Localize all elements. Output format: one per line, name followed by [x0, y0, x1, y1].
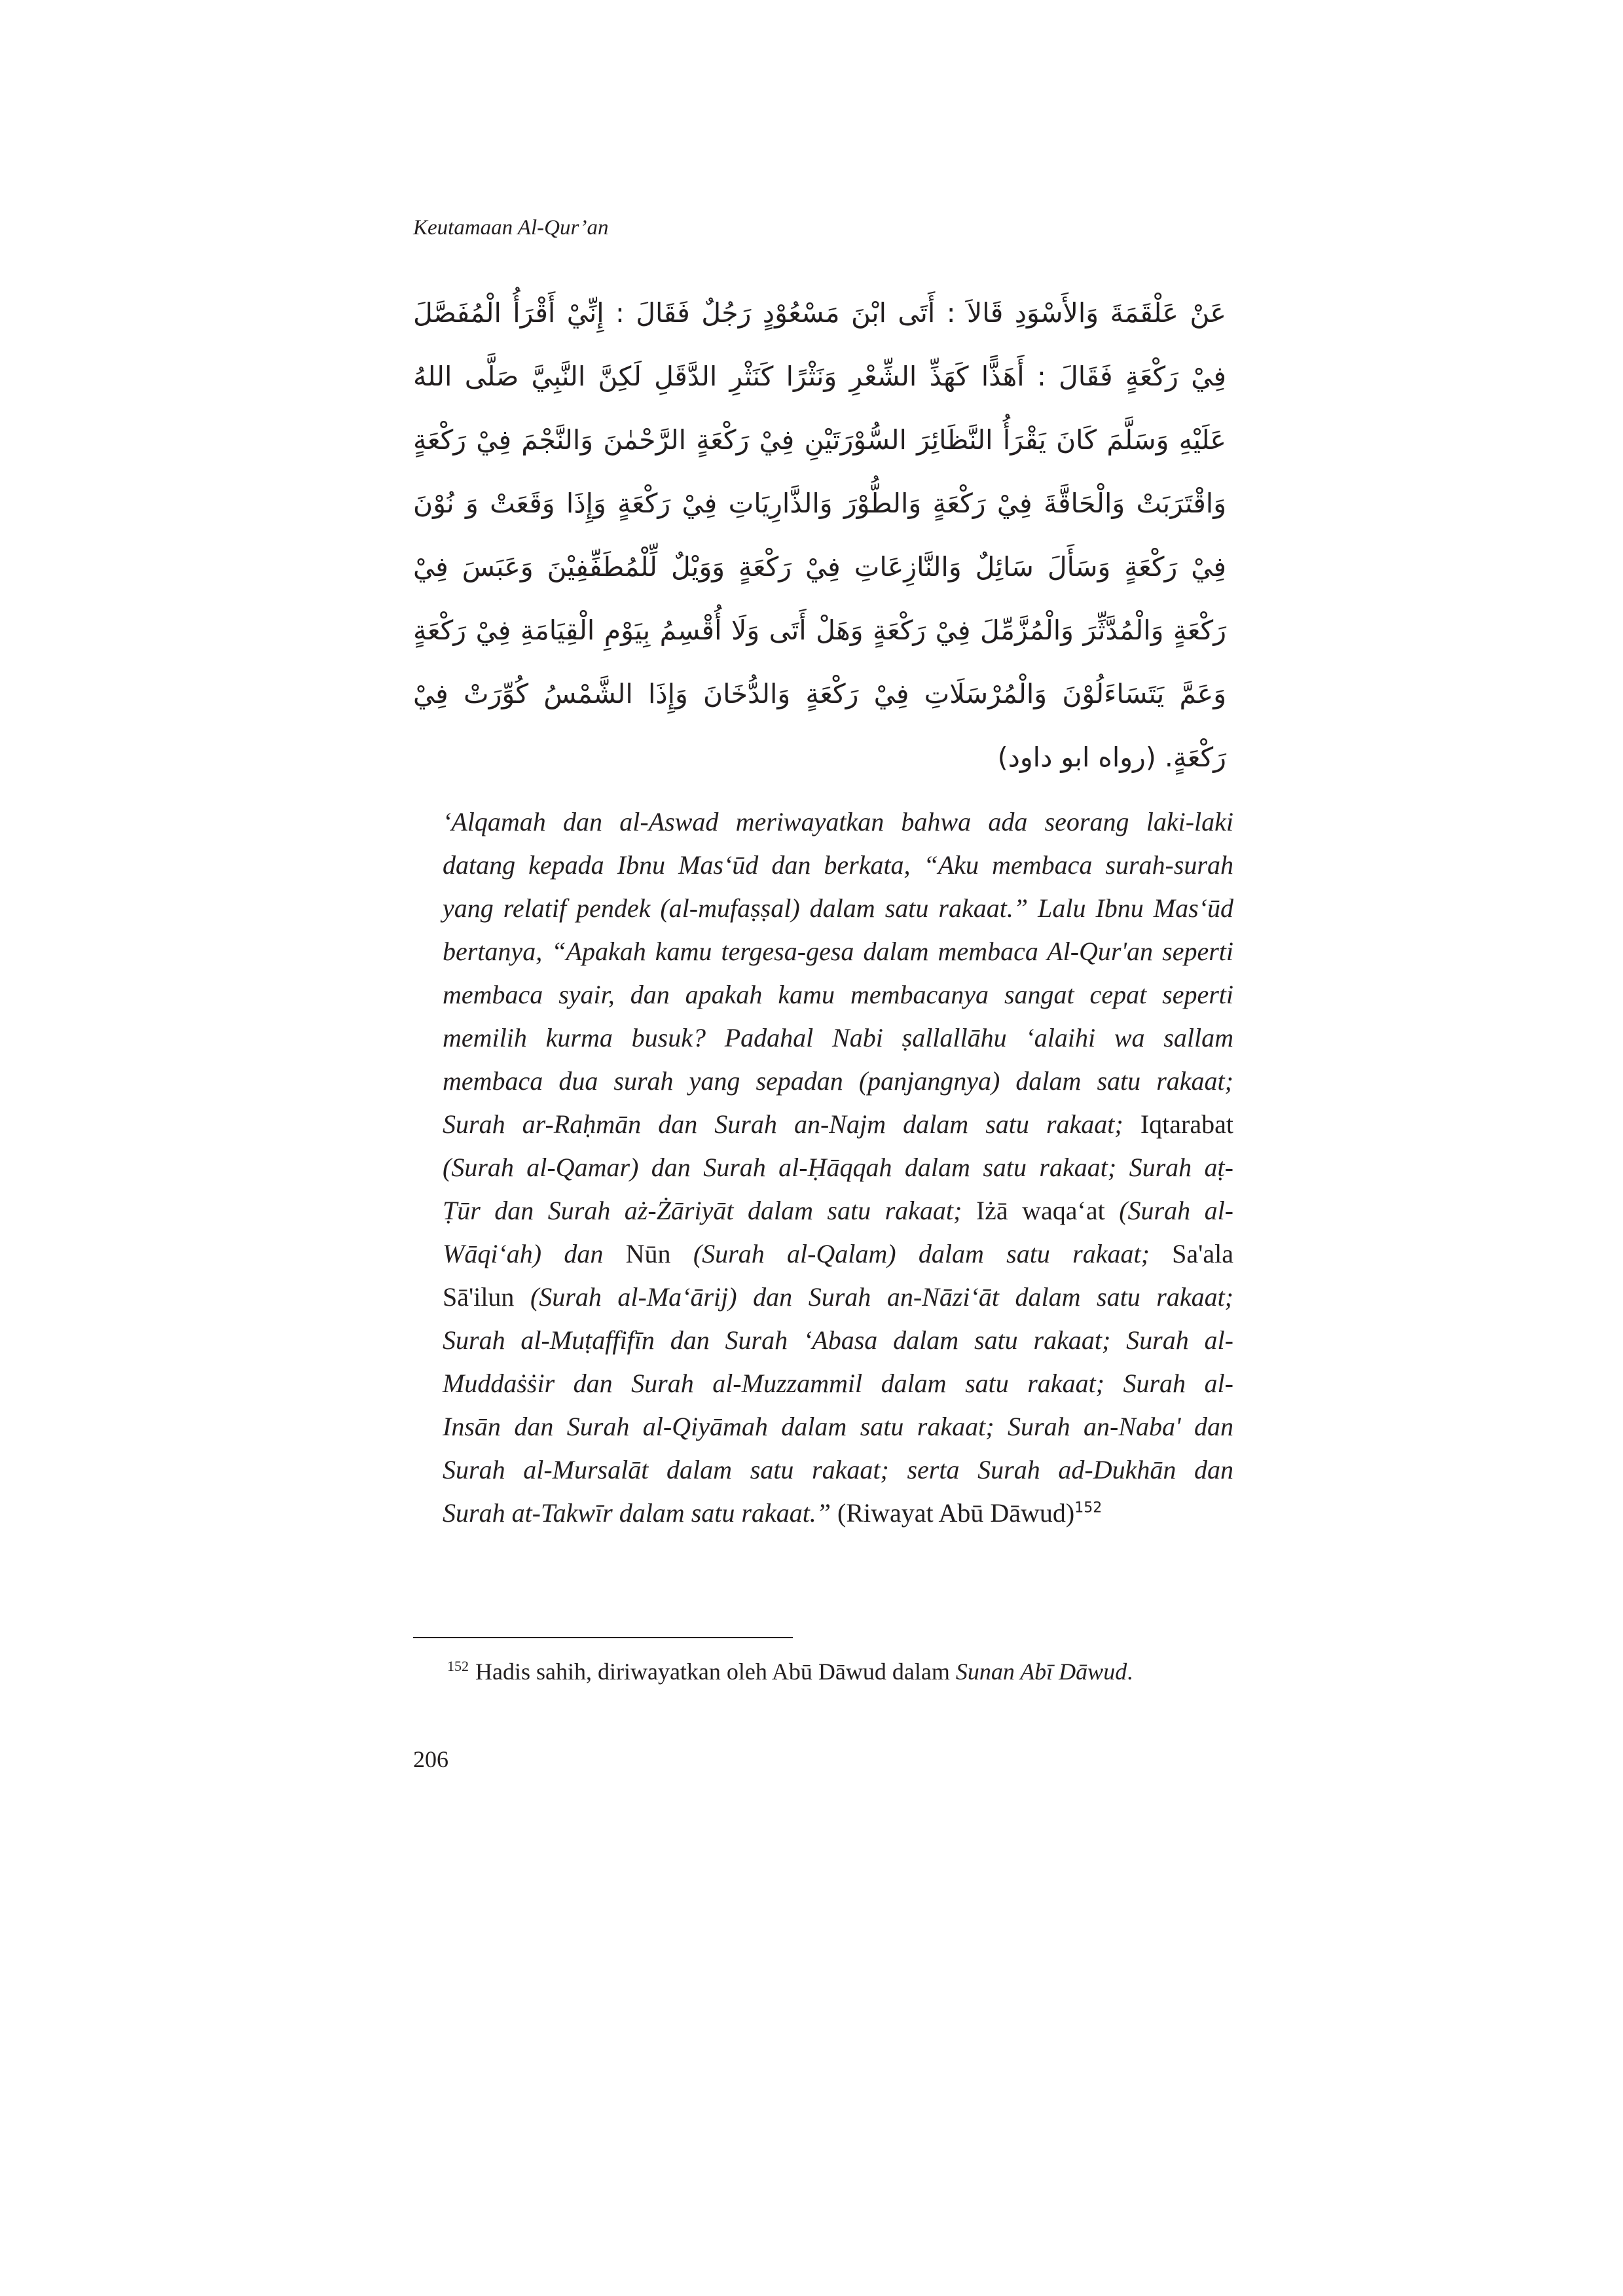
translation-text: ‘Alqamah dan al-Aswad meriwayatkan bahwa ada seorang laki-laki [443, 807, 1233, 836]
arabic-line: وَاقْتَرَبَتْ وَالْحَاقَّةَ فِيْ رَكْعَةٍ وَالطُّوْرَ وَالذَّارِيَاتِ فِيْ رَكْعَةٍ وَإِذَا وَقَعَتْ وَ نُوْنَ [413, 488, 1226, 519]
surah-name-roman: Iżā waqa‘at [976, 1196, 1105, 1225]
translation-text: memilih kurma busuk? Padahal Nabi ṣallallāhu ‘alaihi wa sallam [443, 1023, 1233, 1052]
translation-text: Surah ar-Raḥmān dan Surah an-Najm dalam satu rakaat; [443, 1109, 1123, 1139]
translation-text: (Surah al-Qamar) dan Surah al-Ḥāqqah dalam satu rakaat; Surah aṭ- [443, 1153, 1233, 1182]
translation-text: membaca syair, dan apakah kamu membacanya sangat cepat seperti [443, 980, 1233, 1009]
footnote [447, 1657, 1133, 1686]
arabic-line: فِيْ رَكْعَةٍ فَقَالَ : أَهَذًّا كَهَذِّ الشِّعْرِ وَنَثْرًا كَنَثْرِ الدَّقَلِ لَكِنَّ النَّبِيَّ صَلَّى اللهُ [413, 361, 1226, 392]
arabic-line: رَكْعَةٍ وَالْمُدَّثِّرَ وَالْمُزَّمِّلَ فِيْ رَكْعَةٍ وَهَلْ أَتَى وَلَا أُقْسِمُ بِيَوْمِ الْقِيَامَةِ فِيْ رَكْعَةٍ [413, 615, 1226, 646]
footnote-text: Hadis sahih, diriwayatkan oleh Abū Dāwud dalam [475, 1659, 950, 1685]
translation-line [443, 887, 1233, 930]
translation-text: Surah at-Takwīr dalam satu rakaat.” [443, 1498, 831, 1528]
translation-line [443, 1319, 1233, 1362]
arabic-line: عَنْ عَلْقَمَةَ وَالأَسْوَدِ قَالاَ : أَتَى ابْنَ مَسْعُوْدٍ رَجُلٌ فَقَالَ : إِنِّيْ أَقْرَأُ الْمُفَصَّلَ [413, 297, 1226, 329]
translation-line [443, 800, 1233, 844]
translation-text: bertanya, “Apakah kamu tergesa-gesa dalam membaca Al-Qur'an seperti [443, 937, 1233, 966]
translation-text: (Surah al-Ma‘ārij) dan Surah an-Nāzi‘āt dalam satu rakaat; [530, 1282, 1233, 1312]
footnote-number: 152 [447, 1658, 469, 1674]
translation-text: membaca dua surah yang sepadan (panjangnya) dalam satu rakaat; [443, 1066, 1233, 1096]
arabic-line: عَلَيْهِ وَسَلَّمَ كَانَ يَقْرَأُ النَّظَائِرَ السُّوْرَتَيْنِ فِيْ رَكْعَةٍ الرَّحْمٰنَ وَالنَّجْمَ فِيْ رَكْعَةٍ [413, 424, 1226, 456]
hadith-arabic-text [413, 281, 1226, 789]
translation-line [443, 1060, 1233, 1103]
translation-text: Insān dan Surah al-Qiyāmah dalam satu rakaat; Surah an-Naba' dan [443, 1412, 1233, 1441]
translation-line [443, 1492, 1233, 1535]
footnote-source-title: Sunan Abī Dāwud [955, 1659, 1127, 1685]
translation-text: Surah al-Muṭaffifīn dan Surah ‘Abasa dalam satu rakaat; Surah al- [443, 1325, 1233, 1355]
translation-text: Surah al-Mursalāt dalam satu rakaat; serta Surah ad-Dukhān dan [443, 1455, 1233, 1484]
page-number: 206 [413, 1746, 448, 1772]
translation-line [443, 1232, 1233, 1276]
surah-name-roman: Iqtarabat [1140, 1109, 1233, 1139]
surah-name-roman: Sā'ilun [443, 1282, 515, 1312]
translation-text: datang kepada Ibnu Mas‘ūd dan berkata, “Aku membaca surah-surah [443, 850, 1233, 880]
surah-name-roman: Nūn [625, 1239, 671, 1268]
translation-line [443, 930, 1233, 973]
translation-line [443, 1016, 1233, 1060]
surah-name-roman: Sa'ala [1172, 1239, 1233, 1268]
translation-text: Ṭūr dan Surah aż-Żāriyāt dalam satu rakaat; [443, 1196, 962, 1225]
translation-line [443, 973, 1233, 1016]
arabic-line: وَعَمَّ يَتَسَاءَلُوْنَ وَالْمُرْسَلَاتِ فِيْ رَكْعَةٍ وَالدُّخَانَ وَإِذَا الشَّمْسُ كُوِّرَتْ فِيْ [413, 678, 1226, 709]
translation-line [443, 1276, 1233, 1319]
hadith-source: (Riwayat Abū Dāwud) [837, 1498, 1075, 1528]
footnote-reference: 152 [1074, 1499, 1103, 1516]
running-title: Keutamaan Al-Qur’an [413, 216, 609, 240]
footnote-end: . [1127, 1659, 1133, 1685]
translation-line [443, 844, 1233, 887]
translation-line [443, 1189, 1233, 1232]
translation-line [443, 1362, 1233, 1405]
arabic-line-with-source: رَكْعَةٍ. (رواه ابو داود) [997, 742, 1226, 773]
translation-text: (Surah al-Qalam) dalam satu rakaat; [693, 1239, 1150, 1268]
translation-text: Wāqi‘ah) dan [443, 1239, 604, 1268]
translation-text: Muddaṡṡir dan Surah al-Muzzammil dalam satu rakaat; Surah al- [443, 1369, 1233, 1398]
translation-line [443, 1146, 1233, 1189]
translation-line [443, 1448, 1233, 1492]
translation-line [443, 1103, 1233, 1146]
translation-line [443, 1405, 1233, 1448]
arabic-line: فِيْ رَكْعَةٍ وَسَأَلَ سَائِلٌ وَالنَّازِعَاتِ فِيْ رَكْعَةٍ وَوَيْلٌ لِّلْمُطَفِّفِيْنَ وَعَبَسَ فِيْ [413, 551, 1226, 583]
translation-text: (Surah al- [1119, 1196, 1233, 1225]
footnote-divider [413, 1637, 793, 1638]
hadith-translation [443, 800, 1233, 1535]
translation-text: yang relatif pendek (al-mufaṣṣal) dalam satu rakaat.” Lalu Ibnu Mas‘ūd [443, 893, 1233, 923]
